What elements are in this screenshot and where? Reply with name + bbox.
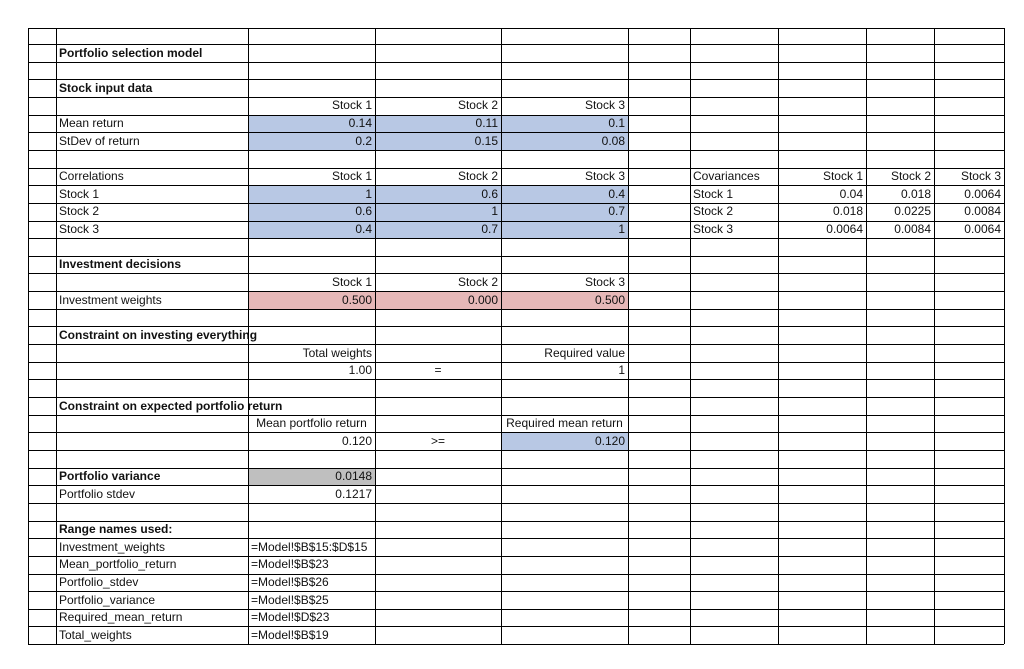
row-header-22[interactable]	[28, 415, 56, 433]
row-header-25[interactable]	[28, 468, 56, 486]
cell-h10[interactable]: 0.0225	[894, 204, 931, 219]
cell-b31[interactable]: =Model!$B$26	[251, 575, 329, 589]
cell-a25[interactable]: Portfolio variance	[59, 469, 161, 484]
cell-d5[interactable]: 0.1	[501, 115, 628, 133]
cell-d4[interactable]: Stock 3	[584, 98, 625, 113]
cell-b29[interactable]: =Model!$B$15:$D$15	[251, 539, 368, 554]
row-header-14[interactable]	[28, 274, 56, 292]
row-header-1[interactable]	[28, 45, 56, 63]
row-header-12[interactable]	[28, 239, 56, 257]
cell-h8[interactable]: Stock 2	[890, 169, 931, 184]
cell-i10[interactable]: 0.0084	[964, 204, 1001, 219]
row-header-32[interactable]	[28, 592, 56, 610]
cell-b9[interactable]: 1	[248, 186, 375, 204]
column-header-h[interactable]	[866, 28, 934, 44]
row-header-6[interactable]	[28, 133, 56, 151]
column-header-e[interactable]	[628, 28, 690, 44]
cell-d10[interactable]: 0.7	[501, 203, 628, 221]
cell-c10[interactable]: 1	[375, 203, 501, 221]
row-header-4[interactable]	[28, 97, 56, 115]
row-header-3[interactable]	[28, 80, 56, 98]
row-header-31[interactable]	[28, 574, 56, 592]
cell-a13[interactable]: Investment decisions	[59, 257, 182, 272]
cell-c23[interactable]: >=	[430, 433, 445, 448]
cell-d11[interactable]: 1	[501, 221, 628, 239]
cell-d14[interactable]: Stock 3	[584, 274, 625, 289]
cell-d18[interactable]: Required value	[544, 345, 625, 360]
cell-b19[interactable]: 1.00	[348, 363, 372, 378]
cell-d23[interactable]: 0.120	[501, 433, 628, 451]
cell-a31[interactable]: Portfolio_stdev	[59, 575, 139, 589]
row-header-5[interactable]	[28, 115, 56, 133]
cell-b33[interactable]: =Model!$D$23	[251, 610, 330, 625]
cell-i11[interactable]: 0.0064	[964, 222, 1001, 236]
cell-b8[interactable]: Stock 1	[331, 169, 372, 184]
cell-a10[interactable]: Stock 2	[59, 204, 100, 219]
cell-a34[interactable]: Total_weights	[59, 627, 132, 642]
cell-b11[interactable]: 0.4	[248, 221, 375, 239]
cell-d19[interactable]: 1	[618, 363, 625, 378]
cell-c5[interactable]: 0.11	[375, 115, 501, 133]
column-header-b[interactable]	[248, 28, 375, 44]
cell-b4[interactable]: Stock 1	[331, 98, 372, 113]
row-header-29[interactable]	[28, 539, 56, 557]
cell-b10[interactable]: 0.6	[248, 203, 375, 221]
cell-d6[interactable]: 0.08	[501, 133, 628, 151]
cell-c9[interactable]: 0.6	[375, 186, 501, 204]
cell-a28[interactable]: Range names used:	[59, 522, 173, 537]
cell-a21[interactable]: Constraint on expected portfolio return	[59, 398, 283, 413]
cell-a15[interactable]: Investment weights	[59, 292, 162, 307]
row-header-13[interactable]	[28, 256, 56, 274]
row-header-16[interactable]	[28, 309, 56, 327]
row-header-8[interactable]	[28, 168, 56, 186]
column-header-f[interactable]	[690, 28, 778, 44]
cell-d8[interactable]: Stock 3	[584, 169, 625, 184]
row-header-9[interactable]	[28, 186, 56, 204]
row-header-10[interactable]	[28, 203, 56, 221]
column-header-i[interactable]	[934, 28, 1004, 44]
cell-b5[interactable]: 0.14	[248, 115, 375, 133]
cell-b22[interactable]: Mean portfolio return	[256, 416, 367, 431]
row-header-33[interactable]	[28, 609, 56, 627]
cell-a5[interactable]: Mean return	[59, 116, 124, 131]
cell-b6[interactable]: 0.2	[248, 133, 375, 151]
cell-b18[interactable]: Total weights	[302, 345, 372, 360]
cell-a8[interactable]: Correlations	[59, 169, 124, 184]
cell-a9[interactable]: Stock 1	[59, 186, 100, 201]
cell-f11[interactable]: Stock 3	[693, 222, 734, 236]
row-header-21[interactable]	[28, 398, 56, 416]
cell-h11[interactable]: 0.0084	[894, 222, 931, 236]
row-header-15[interactable]	[28, 292, 56, 310]
row-header-27[interactable]	[28, 503, 56, 521]
cell-c4[interactable]: Stock 2	[457, 98, 498, 113]
column-header-a[interactable]	[56, 28, 248, 44]
cell-d22[interactable]: Required mean return	[506, 416, 623, 431]
cell-b26[interactable]: 0.1217	[335, 486, 372, 501]
row-header-34[interactable]	[28, 627, 56, 645]
cell-a26[interactable]: Portfolio stdev	[59, 486, 136, 501]
cell-f10[interactable]: Stock 2	[693, 204, 734, 219]
row-header-19[interactable]	[28, 362, 56, 380]
column-header-c[interactable]	[375, 28, 501, 44]
row-header-28[interactable]	[28, 521, 56, 539]
cell-a32[interactable]: Portfolio_variance	[59, 592, 156, 607]
row-header-30[interactable]	[28, 556, 56, 574]
cell-g8[interactable]: Stock 1	[822, 169, 863, 184]
row-header-26[interactable]	[28, 486, 56, 504]
cell-c19[interactable]: =	[434, 363, 442, 378]
row-header-23[interactable]	[28, 433, 56, 451]
cell-a29[interactable]: Investment_weights	[59, 539, 166, 554]
cell-c8[interactable]: Stock 2	[457, 169, 498, 184]
column-header-g[interactable]	[778, 28, 866, 44]
cell-b25[interactable]: 0.0148	[248, 468, 375, 486]
row-header-20[interactable]	[28, 380, 56, 398]
row-header-18[interactable]	[28, 345, 56, 363]
cell-b32[interactable]: =Model!$B$25	[251, 592, 329, 607]
cell-c11[interactable]: 0.7	[375, 221, 501, 239]
cell-d9[interactable]: 0.4	[501, 186, 628, 204]
cell-f9[interactable]: Stock 1	[693, 186, 734, 201]
cell-h9[interactable]: 0.018	[900, 186, 931, 201]
cell-c14[interactable]: Stock 2	[457, 274, 498, 289]
cell-a3[interactable]: Stock input data	[59, 80, 153, 95]
cell-b14[interactable]: Stock 1	[331, 274, 372, 289]
cell-b15[interactable]: 0.500	[248, 292, 375, 310]
cell-a11[interactable]: Stock 3	[59, 222, 100, 236]
row-header-11[interactable]	[28, 221, 56, 239]
cell-a30[interactable]: Mean_portfolio_return	[59, 557, 177, 572]
cell-g9[interactable]: 0.04	[839, 186, 863, 201]
row-header-17[interactable]	[28, 327, 56, 345]
cell-a6[interactable]: StDev of return	[59, 133, 140, 148]
cell-f8[interactable]: Covariances	[693, 169, 760, 184]
cell-a1[interactable]: Portfolio selection model	[59, 45, 203, 60]
cell-b30[interactable]: =Model!$B$23	[251, 557, 329, 572]
column-header-d[interactable]	[501, 28, 628, 44]
row-header-24[interactable]	[28, 450, 56, 468]
row-header-2[interactable]	[28, 62, 56, 80]
cell-d15[interactable]: 0.500	[501, 292, 628, 310]
cell-i8[interactable]: Stock 3	[960, 169, 1001, 184]
cell-b34[interactable]: =Model!$B$19	[251, 627, 329, 642]
cell-c6[interactable]: 0.15	[375, 133, 501, 151]
cell-a33[interactable]: Required_mean_return	[59, 610, 183, 625]
cell-a17[interactable]: Constraint on investing everything	[59, 327, 258, 342]
cell-i9[interactable]: 0.0064	[964, 186, 1001, 201]
cell-g10[interactable]: 0.018	[832, 204, 863, 219]
cell-c15[interactable]: 0.000	[375, 292, 501, 310]
cell-g11[interactable]: 0.0064	[826, 222, 863, 236]
cell-b23[interactable]: 0.120	[341, 433, 372, 448]
row-header-7[interactable]	[28, 150, 56, 168]
